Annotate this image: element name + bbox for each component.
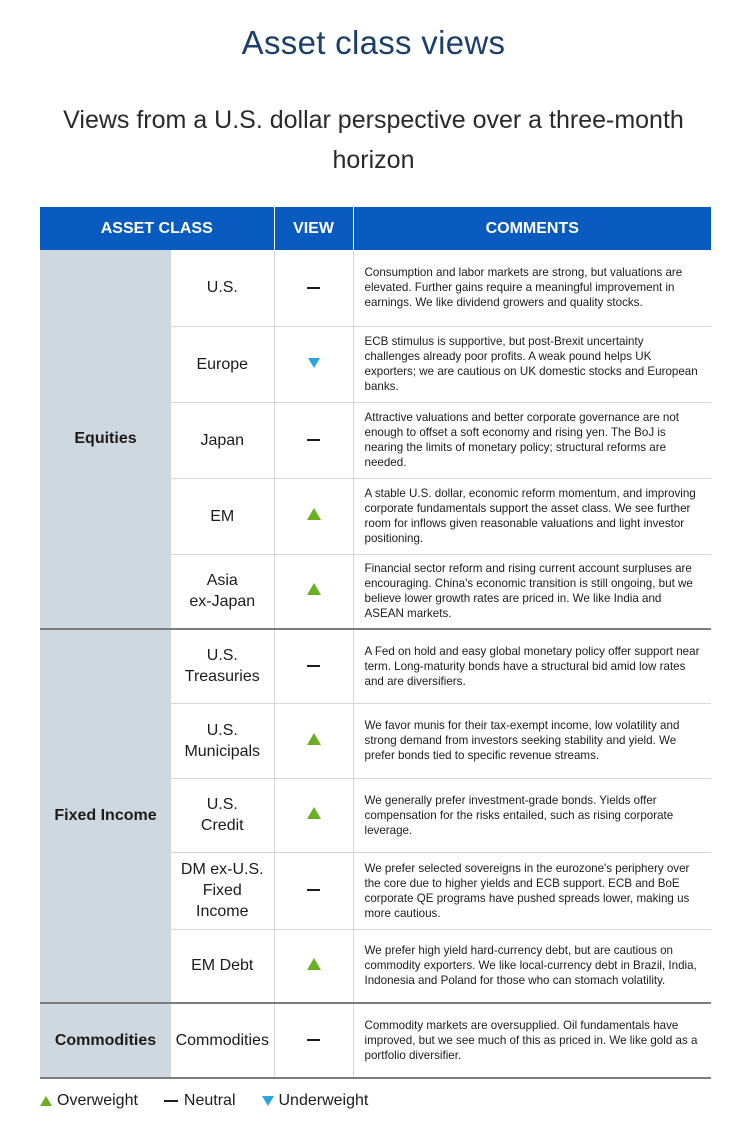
legend-label: Neutral	[183, 1092, 236, 1109]
asset-cell	[171, 778, 274, 852]
overweight-triangle-icon	[307, 807, 321, 819]
view-cell	[274, 1003, 353, 1078]
neutral-dash-icon	[307, 1039, 320, 1041]
legend-overweight	[40, 1092, 138, 1110]
comment-cell: Financial sector reform and rising current account surpluses are encouraging. China's economic transition is still ongoing, but we believe lower growth rates are priced in. We like India and ASEAN markets.	[353, 554, 711, 629]
comment-cell: ECB stimulus is supportive, but post-Brexit uncertainty challenges already poor profits. A weak pound helps UK exporters; we are cautious on UK domestic stocks and European banks.	[353, 326, 711, 402]
overweight-triangle-icon	[307, 733, 321, 745]
asset-line: Fixed	[202, 882, 242, 899]
asset-cell: Commodities	[171, 1003, 274, 1078]
group-fixed-income: Fixed Income	[40, 629, 171, 1003]
view-cell	[274, 703, 353, 778]
neutral-dash-icon	[307, 287, 320, 289]
group-commodities: Commodities	[40, 1003, 171, 1078]
overweight-triangle-icon	[307, 508, 321, 520]
page-title: Asset class views	[241, 24, 506, 61]
asset-cell	[171, 554, 274, 629]
neutral-dash-icon	[307, 665, 320, 667]
header-comments: COMMENTS	[353, 207, 711, 250]
view-cell	[274, 250, 353, 326]
asset-line: Income	[196, 903, 249, 920]
table-header-row	[40, 207, 711, 250]
asset-line: ex-Japan	[189, 593, 256, 611]
asset-line: DM ex-U.S.	[180, 861, 264, 878]
asset-cell	[171, 629, 274, 703]
table-row	[40, 250, 711, 326]
asset-line: Treasuries	[184, 668, 260, 686]
asset-line: Municipals	[184, 742, 261, 760]
asset-line: U.S.	[206, 721, 238, 739]
comment-cell: We generally prefer investment-grade bonds. Yields offer compensation for the risks entailed, such as rising corporate leverage.	[353, 778, 711, 852]
view-cell	[274, 929, 353, 1003]
view-cell	[274, 478, 353, 554]
asset-cell: U.S.	[171, 250, 274, 326]
comment-cell: Commodity markets are oversupplied. Oil fundamentals have improved, but we see much of this as priced in. We like gold as a portfolio diversifier.	[353, 1003, 711, 1078]
comment-cell: A stable U.S. dollar, economic reform momentum, and improving corporate fundamentals support the asset class. We see further room for inflows given reasonable valuations and light investor positioning.	[353, 478, 711, 554]
legend-underweight	[262, 1092, 369, 1110]
asset-class-views-table	[40, 207, 711, 1079]
asset-cell	[171, 852, 274, 929]
asset-cell: Europe	[171, 326, 274, 402]
table-row	[40, 629, 711, 703]
comment-cell: We prefer high yield hard-currency debt, but are cautious on commodity exporters. We like local-currency debt in Brazil, India, Indonesia and Poland for those who can stomach volatility.	[353, 929, 711, 1003]
underweight-triangle-icon	[308, 358, 320, 368]
overweight-triangle-icon	[307, 583, 321, 595]
underweight-triangle-icon	[262, 1096, 274, 1106]
comment-cell: Attractive valuations and better corporate governance are not enough to offset a soft economy and rising yen. The BoJ is nearing the limits of monetary policy; structural reforms are needed.	[353, 402, 711, 478]
view-cell	[274, 554, 353, 629]
neutral-dash-icon	[307, 439, 320, 441]
view-cell	[274, 629, 353, 703]
overweight-triangle-icon	[40, 1096, 52, 1106]
legend-label: Overweight	[57, 1092, 138, 1109]
overweight-triangle-icon	[307, 958, 321, 970]
header-view: VIEW	[274, 207, 353, 250]
neutral-dash-icon	[307, 889, 320, 891]
table-row	[40, 1003, 711, 1078]
view-cell	[274, 326, 353, 402]
legend	[40, 1092, 394, 1110]
legend-label: Underweight	[278, 1092, 369, 1109]
asset-cell: EM	[171, 478, 274, 554]
asset-line: Asia	[206, 572, 238, 590]
comment-cell: Consumption and labor markets are strong, but valuations are elevated. Further gains require a meaningful improvement in earnings. We like dividend growers and quality stocks.	[353, 250, 711, 326]
view-cell	[274, 778, 353, 852]
asset-cell: Japan	[171, 402, 274, 478]
asset-line: U.S.	[206, 647, 238, 665]
asset-cell	[171, 703, 274, 778]
header-asset-class: ASSET CLASS	[40, 207, 274, 250]
comment-cell: We favor munis for their tax-exempt income, low volatility and strong demand from investors seeking stability and yield. We prefer bonds tied to specific revenue streams.	[353, 703, 711, 778]
asset-cell: EM Debt	[171, 929, 274, 1003]
legend-neutral	[164, 1092, 236, 1110]
page-subtitle: Views from a U.S. dollar perspective over a three-month horizon	[63, 106, 684, 174]
comment-cell: We prefer selected sovereigns in the eurozone's periphery over the core due to higher yields and ECB support. ECB and BoE corporate QE programs have pushed spreads lower, making us more cautious.	[353, 852, 711, 929]
asset-line: Credit	[200, 817, 244, 834]
asset-line: U.S.	[206, 796, 238, 813]
group-equities: Equities	[40, 250, 171, 629]
neutral-dash-icon	[164, 1100, 178, 1102]
view-cell	[274, 852, 353, 929]
comment-cell: A Fed on hold and easy global monetary policy offer support near term. Long-maturity bonds have a structural bid amid low rates and are diversifiers.	[353, 629, 711, 703]
view-cell	[274, 402, 353, 478]
